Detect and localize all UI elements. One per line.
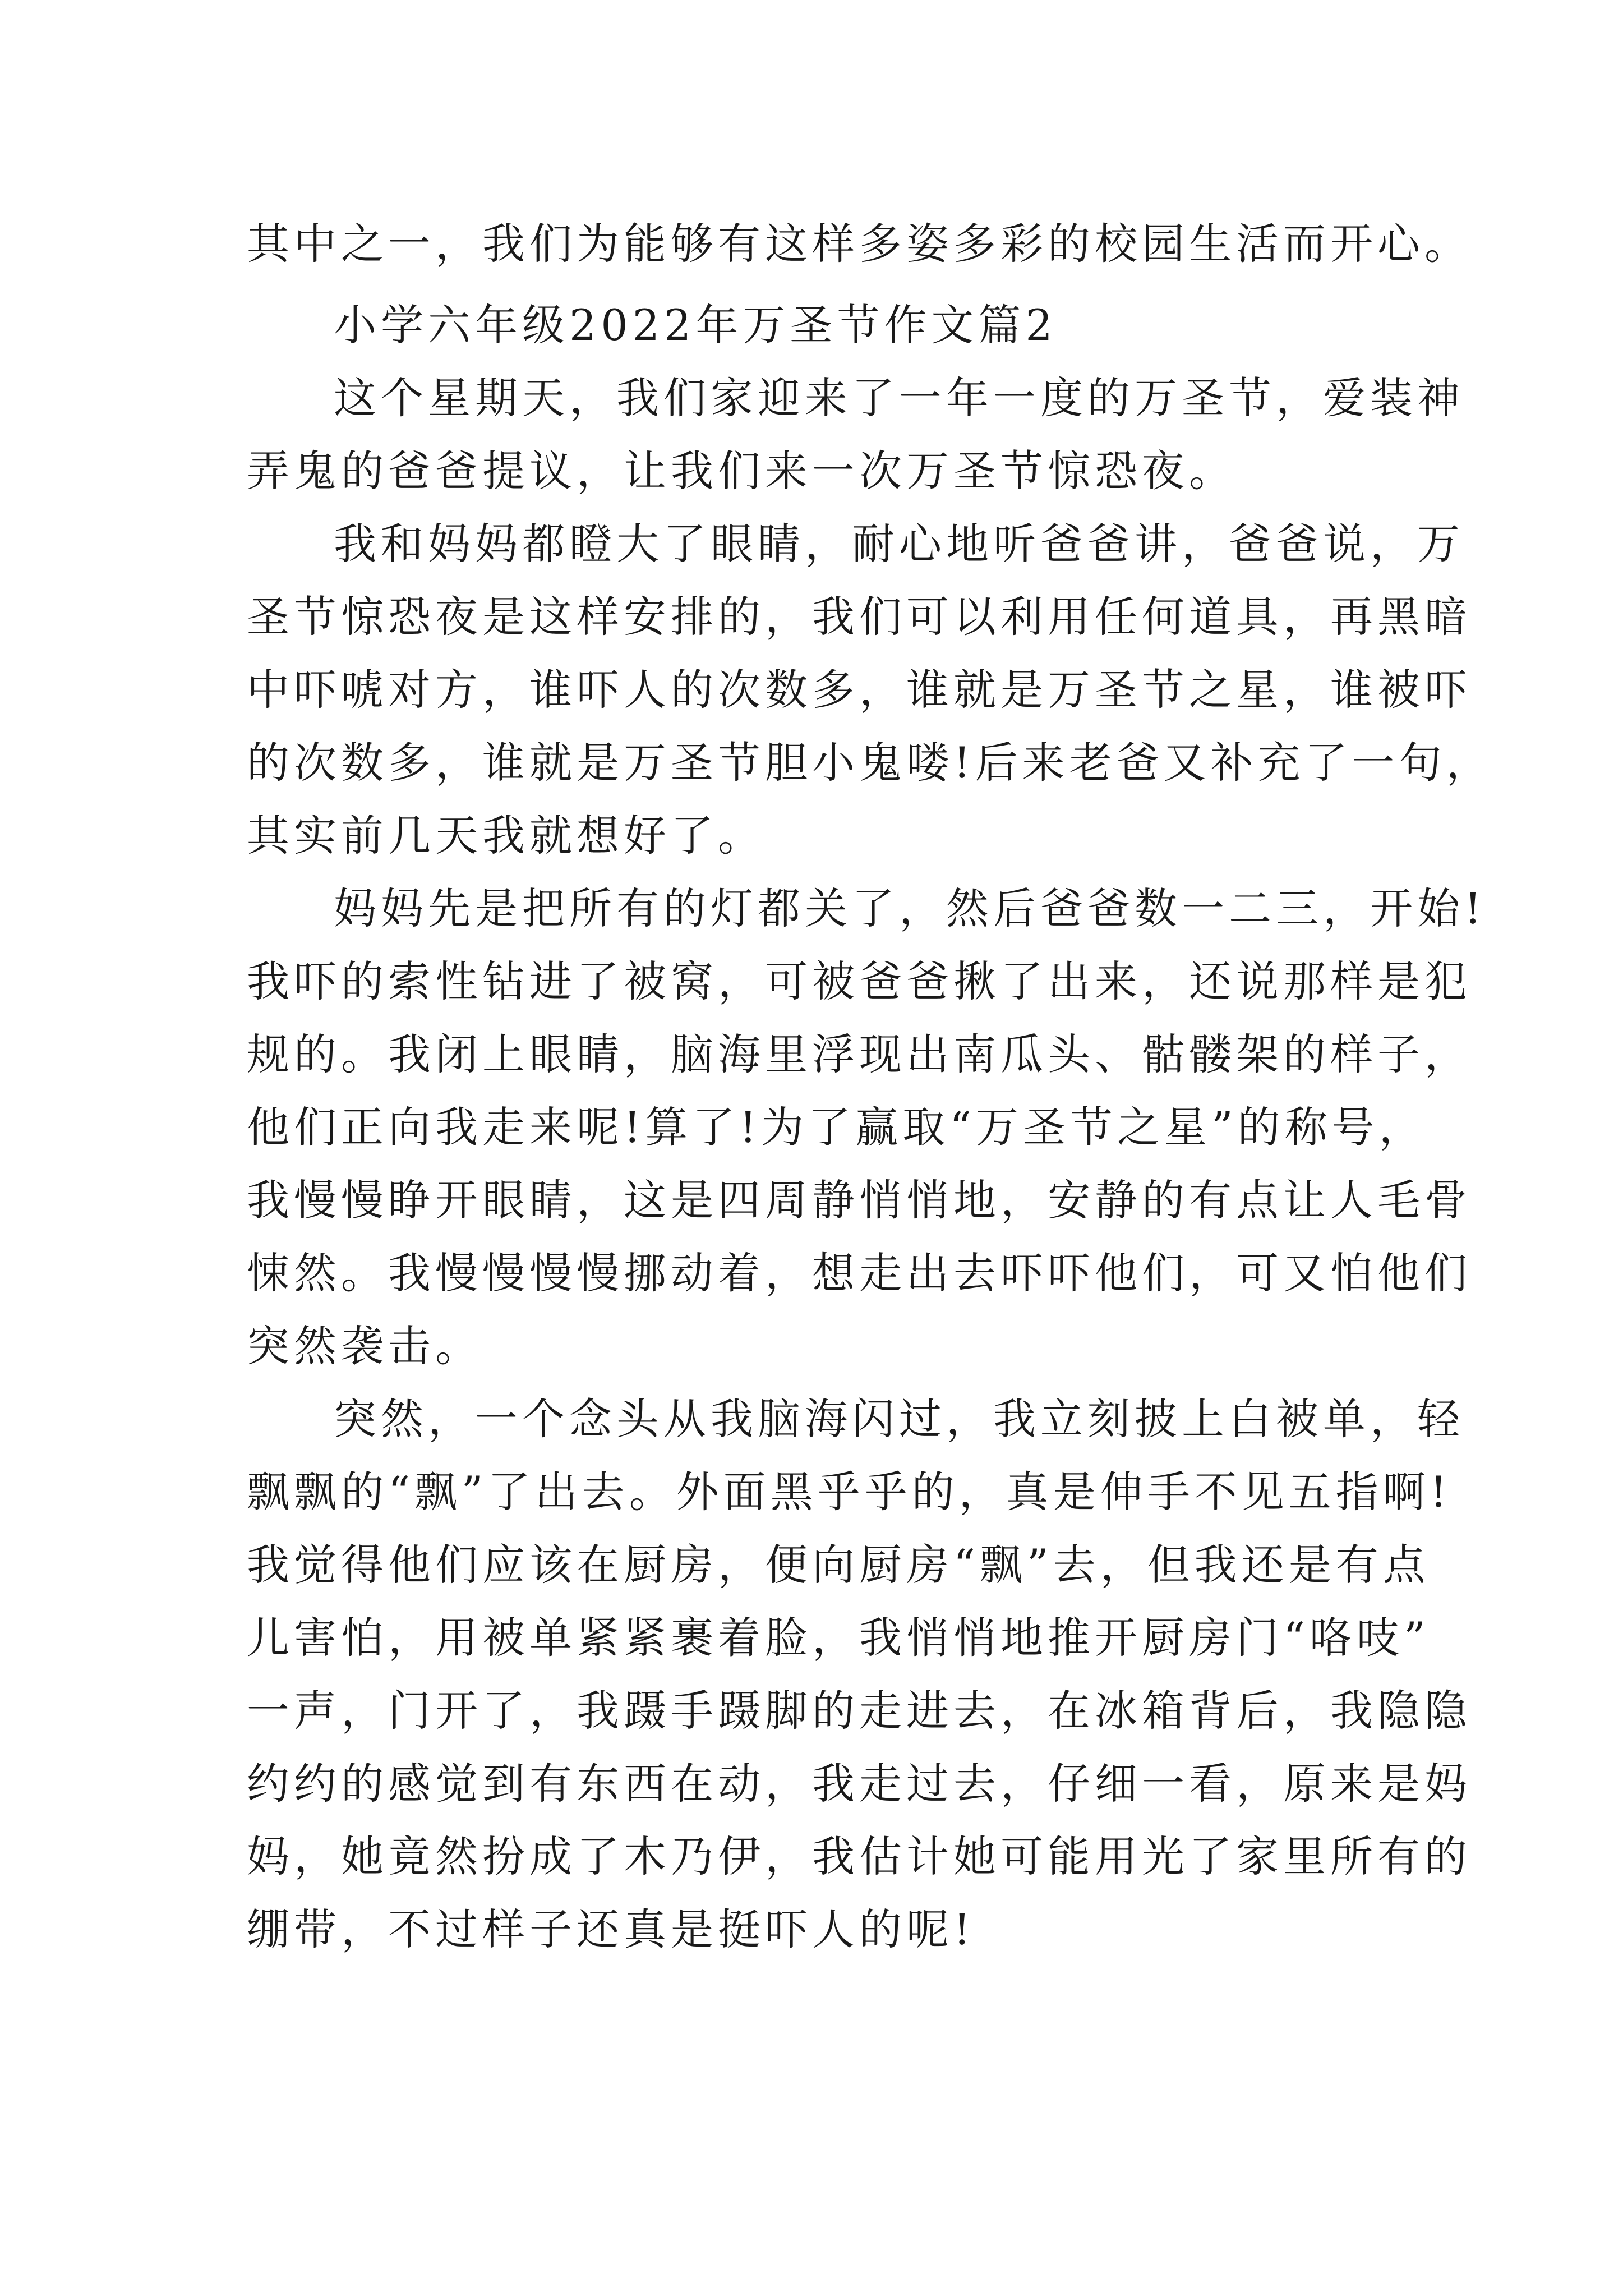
text-line: 圣节惊恐夜是这样安排的，我们可以利用任何道具，再黑暗 — [247, 592, 1472, 642]
text-line: 这个星期天，我们家迎来了一年一度的万圣节，爱装神 — [334, 373, 1464, 423]
text-line: 我觉得他们应该在厨房，便向厨房“飘”去，但我还是有点 — [247, 1540, 1430, 1590]
text-line: 妈，她竟然扮成了木乃伊，我估计她可能用光了家里所有的 — [247, 1832, 1472, 1881]
text-line: 飘飘的“飘”了出去。外面黑乎乎的，真是伸手不见五指啊! — [247, 1467, 1452, 1517]
text-line: 我和妈妈都瞪大了眼睛，耐心地听爸爸讲，爸爸说，万 — [334, 519, 1464, 569]
text-line: 绷带，不过样子还真是挺吓人的呢! — [247, 1904, 975, 1954]
text-line: 一声，门开了，我蹑手蹑脚的走进去，在冰箱背后，我隐隐 — [247, 1686, 1472, 1736]
text-line: 的次数多，谁就是万圣节胆小鬼喽!后来老爸又补充了一句， — [247, 738, 1493, 788]
text-line: 我吓的索性钻进了被窝，可被爸爸揪了出来，还说那样是犯 — [247, 956, 1472, 1006]
text-line: 他们正向我走来呢!算了!为了赢取“万圣节之星”的称号， — [247, 1102, 1426, 1152]
text-line: 约约的感觉到有东西在动，我走过去，仔细一看，原来是妈 — [247, 1759, 1472, 1809]
text-line: 中吓唬对方，谁吓人的次数多，谁就是万圣节之星，谁被吓 — [247, 665, 1472, 715]
text-line: 其中之一，我们为能够有这样多姿多彩的校园生活而开心。 — [247, 219, 1472, 269]
text-line: 我慢慢睁开眼睛，这是四周静悄悄地，安静的有点让人毛骨 — [247, 1175, 1472, 1225]
text-line: 突然，一个念头从我脑海闪过，我立刻披上白被单，轻 — [334, 1394, 1464, 1444]
text-line: 规的。我闭上眼睛，脑海里浮现出南瓜头、骷髅架的样子， — [247, 1029, 1472, 1079]
section-heading: 小学六年级2022年万圣节作文篇2 — [334, 300, 1057, 350]
text-line: 悚然。我慢慢慢慢挪动着，想走出去吓吓他们，可又怕他们 — [247, 1248, 1472, 1298]
text-line: 妈妈先是把所有的灯都关了，然后爸爸数一二三，开始! — [334, 884, 1486, 933]
text-line: 突然袭击。 — [247, 1321, 482, 1371]
text-line: 儿害怕，用被单紧紧裹着脸，我悄悄地推开厨房门“咯吱” — [247, 1613, 1430, 1663]
text-line: 其实前几天我就想好了。 — [247, 811, 765, 861]
text-line: 弄鬼的爸爸提议，让我们来一次万圣节惊恐夜。 — [247, 446, 1236, 496]
